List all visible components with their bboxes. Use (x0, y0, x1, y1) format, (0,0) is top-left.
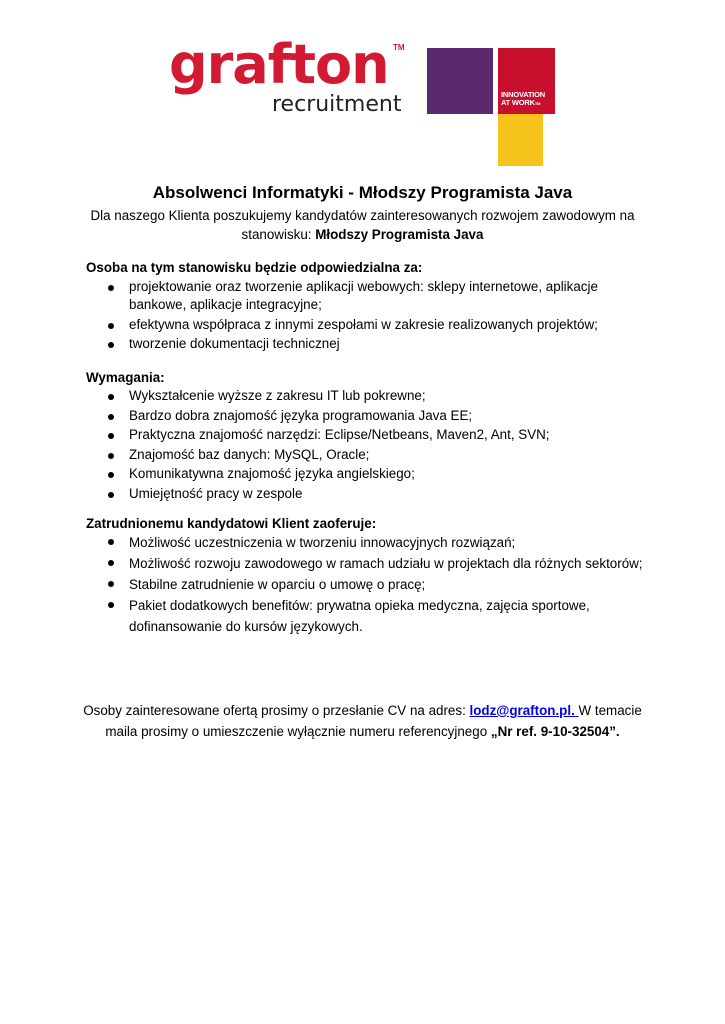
closing-text: Osoby zainteresowane ofertą prosimy o przesłanie CV na adres: (83, 703, 470, 718)
logo-trademark: TM (393, 43, 405, 52)
page-title: Absolwenci Informatyki - Młodszy Programista Java (152, 183, 573, 202)
requirements-list (86, 387, 646, 504)
list-item: Bardzo dobra znajomość języka programowania Java EE; (86, 407, 646, 425)
innovation-badge (498, 48, 555, 114)
logo-yellow-square (498, 114, 543, 166)
logo-subtitle: recruitment (272, 92, 402, 117)
list-item: Możliwość uczestniczenia w tworzeniu innowacyjnych rozwiązań; (86, 532, 646, 553)
offer-heading: Zatrudnionemu kandydatowi Klient zaoferuje: (86, 516, 377, 531)
list-item: Wykształcenie wyższe z zakresu IT lub pokrewne; (86, 387, 646, 405)
list-item: Możliwość rozwoju zawodowego w ramach udziału w projektach dla różnych sektorów; (86, 553, 646, 574)
logo-purple-square (427, 48, 493, 114)
offer-list (86, 532, 646, 637)
list-item: Znajomość baz danych: MySQL, Oracle; (86, 446, 646, 464)
badge-tm: TM (534, 101, 541, 106)
grafton-logo (165, 33, 565, 170)
badge-line-1: INNOVATION (501, 90, 545, 99)
list-item: Pakiet dodatkowych benefitów: prywatna opieka medyczna, zajęcia sportowe, dofinansowanie do kursów językowych. (86, 595, 646, 637)
closing-text-2: W temacie maila prosimy o umieszczenie wyłącznie numeru referencyjnego (105, 703, 642, 739)
reference-number: „Nr ref. 9-10-32504”. (490, 724, 620, 739)
intro-paragraph (80, 206, 645, 244)
list-item: tworzenie dokumentacji technicznej (86, 335, 646, 353)
intro-text: Dla naszego Klienta poszukujemy kandydatów zainteresowanych rozwojem zawodowym na stanowisku: (90, 208, 635, 242)
list-item: Komunikatywna znajomość języka angielskiego; (86, 465, 646, 483)
responsibilities-heading: Osoba na tym stanowisku będzie odpowiedzialna za: (86, 260, 423, 275)
intro-position: Młodszy Programista Java (315, 227, 484, 242)
responsibilities-list (86, 278, 646, 355)
email-link[interactable]: lodz@grafton.pl. (469, 703, 579, 718)
list-item: Stabilne zatrudnienie w oparciu o umowę o pracę; (86, 574, 646, 595)
list-item: projektowanie oraz tworzenie aplikacji webowych: sklepy internetowe, aplikacje bankowe, aplikacje integracyjne; (86, 278, 646, 314)
badge-line-2: AT WORK (501, 98, 535, 107)
list-item: efektywna współpraca z innymi zespołami w zakresie realizowanych projektów; (86, 316, 646, 334)
requirements-heading: Wymagania: (86, 370, 165, 385)
closing-paragraph (70, 700, 655, 742)
list-item: Praktyczna znajomość narzędzi: Eclipse/Netbeans, Maven2, Ant, SVN; (86, 426, 646, 444)
logo-wordmark: grafton (169, 33, 389, 96)
list-item: Umiejętność pracy w zespole (86, 485, 646, 503)
